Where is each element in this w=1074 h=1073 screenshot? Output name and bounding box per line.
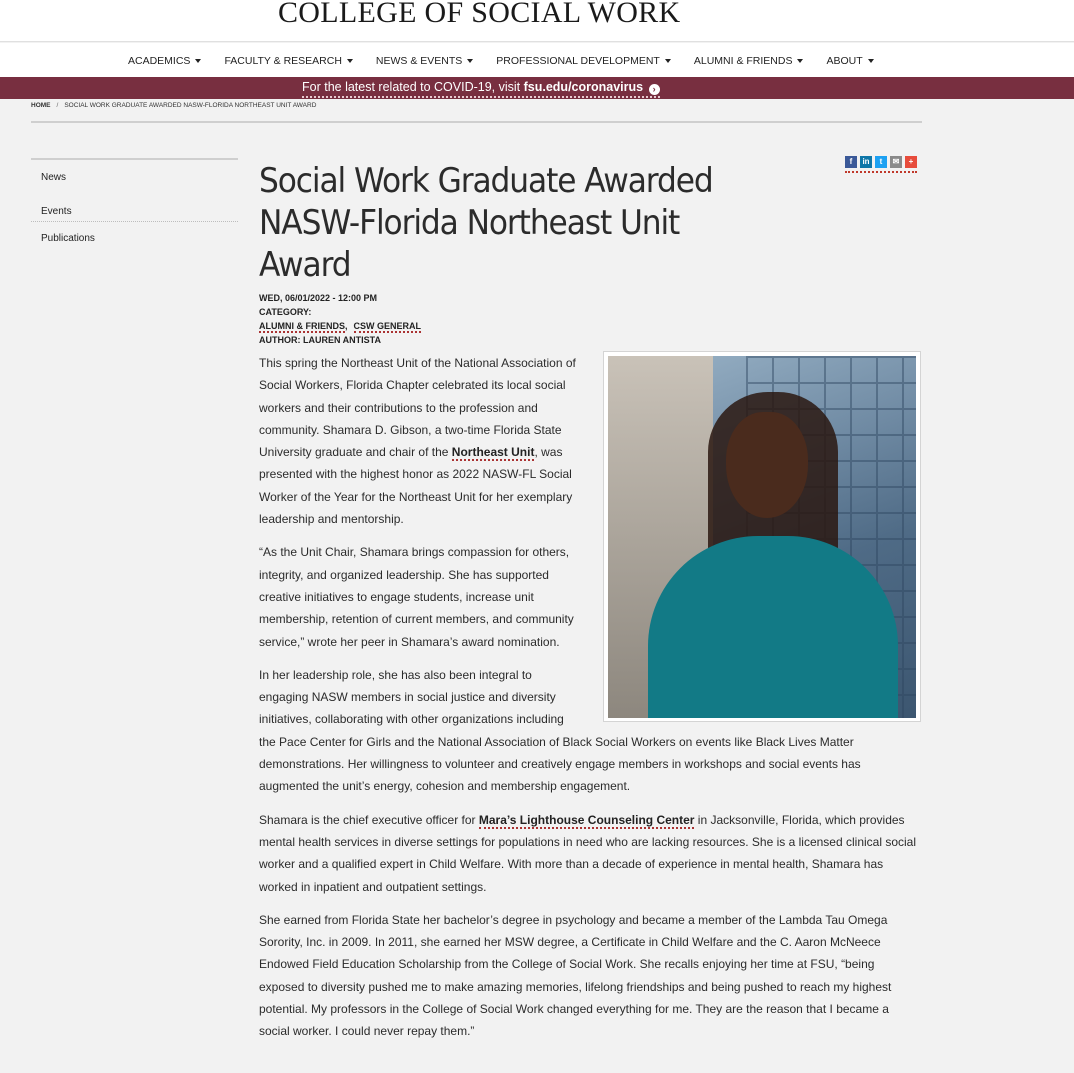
nav-professional-development[interactable]	[496, 55, 671, 67]
nav-academics[interactable]	[128, 55, 201, 67]
arrow-circle-right-icon: ›	[649, 84, 660, 95]
sidebar-item-news[interactable]: News	[41, 172, 67, 183]
maras-lighthouse-link[interactable]: Mara’s Lighthouse Counseling Center	[478, 812, 695, 827]
nav-label: ACADEMICS	[128, 55, 191, 67]
divider	[31, 121, 922, 123]
sidebar-divider	[31, 158, 238, 160]
page-title: Social Work Graduate Awarded NASW-Florida Northeast Unit Award	[259, 161, 713, 285]
text: , was presented with the highest honor as 2022 NASW-FL Social Worker of the Year for the Northeast Unit for her exemplary leadership and mentorship.	[259, 445, 573, 527]
paragraph-1	[259, 352, 579, 530]
nav-label: PROFESSIONAL DEVELOPMENT	[496, 55, 660, 67]
text: This spring the Northeast Unit of the National Association of Social Workers, Florida Chapter celebrated its local social workers and their contributions to the profession and community. Shamara D. Gibson, a two-time Florida State University graduate and chair of the	[259, 356, 576, 460]
twitter-icon[interactable]: t	[875, 156, 887, 168]
email-icon[interactable]: ✉	[890, 156, 902, 168]
article-body	[259, 352, 919, 1054]
breadcrumb-current: SOCIAL WORK GRADUATE AWARDED NASW-FLORIDA NORTHEAST UNIT AWARD	[64, 102, 317, 109]
article-meta	[259, 291, 421, 347]
author-label: AUTHOR:	[259, 335, 301, 345]
category-label: CATEGORY:	[259, 307, 312, 317]
site-title[interactable]: COLLEGE OF SOCIAL WORK	[278, 0, 681, 29]
paragraph-5: She earned from Florida State her bachelor’s degree in psychology and became a member of the Lambda Tau Omega Sorority, Inc. in 2009. In 2011, she earned her MSW degree, a Certificate in Child Welfare and the C. Aaron McNeece Endowed Field Education Scholarship from the College of Social Work. She recalls enjoying her time at FSU, “being exposed to diversity pushed me to make amazing memories, lifelong friendships and being pushed to reach my highest potential. My professors in the College of Social Work changed everything for me. They are the reason that I became a social worker. I could never repay them.”	[259, 912, 892, 1039]
linkedin-icon[interactable]: in	[860, 156, 872, 168]
sidebar-item-publications[interactable]: Publications	[41, 233, 95, 244]
nav-label: FACULTY & RESEARCH	[224, 55, 342, 67]
covid-banner-text: For the latest related to COVID-19, visit	[302, 80, 524, 94]
article-date: WED, 06/01/2022 - 12:00 PM	[259, 293, 378, 303]
nav-label: NEWS & EVENTS	[375, 55, 463, 67]
facebook-icon[interactable]: f	[845, 156, 857, 168]
caret-down-icon	[195, 59, 201, 63]
nav-label: ALUMNI & FRIENDS	[693, 55, 793, 67]
nav-about[interactable]	[826, 55, 873, 67]
text: the Pace Center for Girls and the National Association of Black Social Workers on events like Black Lives Matter demonstrations. Her willingness to volunteer and creatively engage members in workshops and social events has augmented the unit’s energy, cohesion and membership engagement.	[259, 734, 861, 794]
site-header	[0, 0, 1074, 42]
covid-banner	[0, 77, 1074, 99]
caret-down-icon	[347, 59, 353, 63]
main-nav	[0, 43, 1074, 77]
paragraph-2: “As the Unit Chair, Shamara brings compassion for others, integrity, and organized leadership. She has supported creative initiatives to engage students, increase unit membership, retention of current members, and community service,” wrote her peer in Shamara’s award nomination.	[259, 545, 574, 649]
sidebar-item-events[interactable]: Events	[31, 206, 238, 222]
nav-faculty-research[interactable]	[224, 55, 352, 67]
covid-banner-link[interactable]	[302, 80, 660, 98]
nav-label: ABOUT	[826, 55, 863, 67]
covid-link-text: fsu.edu/coronavirus	[523, 80, 644, 94]
paragraph-4	[259, 809, 919, 898]
breadcrumb	[31, 102, 316, 109]
nav-alumni-friends[interactable]	[694, 55, 804, 67]
northeast-unit-link[interactable]: Northeast Unit	[451, 445, 535, 460]
sidebar	[31, 158, 238, 244]
category-link-alumni-friends[interactable]: ALUMNI & FRIENDS	[259, 321, 345, 331]
category-link-csw-general[interactable]: CSW GENERAL	[353, 321, 422, 331]
share-toolbar	[845, 156, 917, 173]
caret-down-icon	[467, 59, 473, 63]
caret-down-icon	[868, 59, 874, 63]
caret-down-icon	[797, 59, 803, 63]
plus-icon[interactable]: +	[905, 156, 917, 168]
text: Shamara is the chief executive officer for	[259, 812, 479, 827]
text: In her leadership role, she has also been integral to engaging NASW members in social justice and diversity initiatives, collaborating with other organizations including	[259, 667, 564, 727]
category-comma: ,	[345, 321, 348, 331]
breadcrumb-home[interactable]: HOME	[31, 102, 51, 109]
caret-down-icon	[665, 59, 671, 63]
paragraph-3	[259, 664, 919, 798]
text: in Jacksonville, Florida, which provides mental health services in diverse settings for populations in need who are lacking resources. She is a licensed clinical social worker and a qualified expert in Child Welfare. With more than a decade of experience in mental health, Shamara has worked in inpatient and outpatient settings.	[259, 812, 917, 894]
author-name: LAUREN ANTISTA	[303, 335, 382, 345]
article-author	[259, 333, 421, 347]
category-list	[259, 319, 421, 333]
breadcrumb-separator: /	[56, 102, 59, 109]
nav-news-events[interactable]	[376, 55, 473, 67]
